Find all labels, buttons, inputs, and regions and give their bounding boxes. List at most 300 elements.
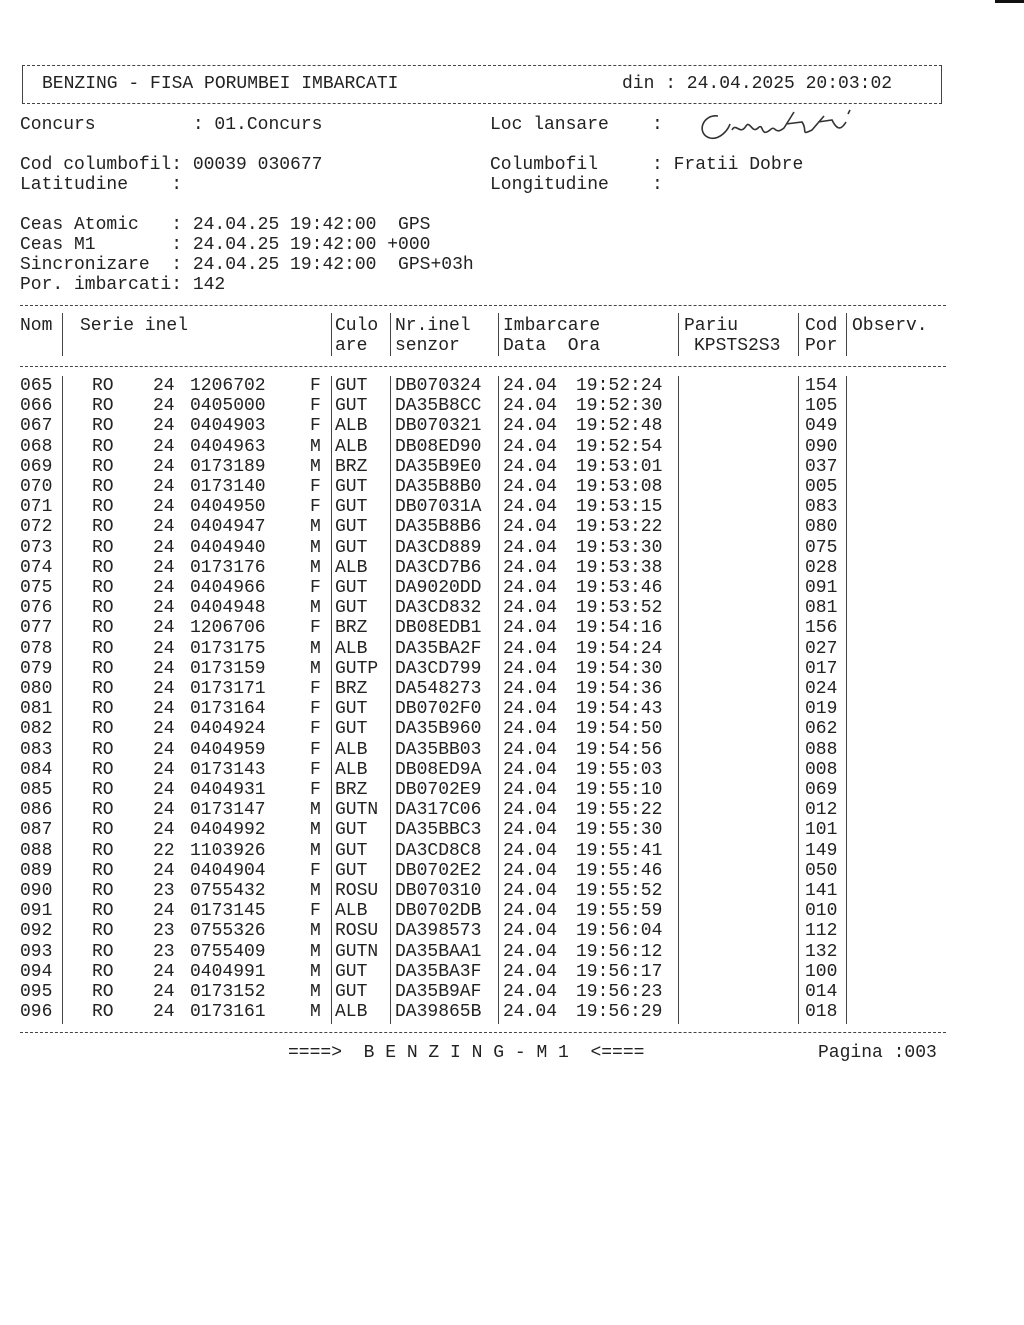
cell-color: GUT [335, 982, 368, 1002]
cell-ring-number: 0404991 [190, 961, 266, 982]
cell-time: 19:56:23 [576, 982, 663, 1002]
cell-color: GUT [335, 860, 368, 881]
cell-color: ALB [335, 901, 368, 922]
cell-sensor: DA39865B [395, 1002, 482, 1023]
cell-sex: F [310, 578, 321, 598]
cell-ring-number: 0173189 [190, 456, 266, 477]
cell-time: 19:54:30 [576, 658, 663, 679]
cell-ring-number: 0173147 [190, 800, 266, 821]
cell-sensor: DB0702F0 [395, 699, 482, 720]
cell-color: ROSU [335, 921, 379, 942]
cell-color: GUT [335, 517, 368, 538]
cell-time: 19:54:56 [576, 739, 663, 760]
cell-sensor: DA35BA2F [395, 638, 482, 659]
col-header-imbarcare-1: Imbarcare [503, 316, 601, 336]
cell-country: RO [92, 638, 114, 659]
cell-sensor: DA9020DD [395, 578, 482, 598]
cell-cod-por: 156 [805, 618, 838, 639]
cell-sensor: DA35BAA1 [395, 941, 482, 962]
cell-nom: 085 [20, 780, 53, 800]
cell-ring-number: 1206702 [190, 376, 266, 396]
cell-country: RO [92, 982, 114, 1002]
cell-sex: M [310, 820, 321, 841]
cell-sensor: DA35B9AF [395, 982, 482, 1002]
cell-nom: 095 [20, 982, 53, 1002]
column-separator-header [498, 313, 499, 356]
cell-cod-por: 080 [805, 517, 838, 538]
cell-year: 23 [153, 941, 175, 962]
cell-sensor: DB08EDB1 [395, 618, 482, 639]
concurs-line: Concurs : 01.Concurs [20, 115, 323, 135]
cell-nom: 090 [20, 881, 53, 901]
cell-cod-por: 005 [805, 477, 838, 497]
cell-color: BRZ [335, 618, 368, 639]
cell-date: 24.04 [503, 557, 558, 578]
cell-country: RO [92, 901, 114, 922]
cell-country: RO [92, 517, 114, 538]
cell-nom: 084 [20, 759, 53, 780]
cell-time: 19:55:10 [576, 780, 663, 800]
cell-sex: F [310, 901, 321, 922]
col-header-culoare-1: Culo [335, 316, 379, 336]
cell-color: BRZ [335, 456, 368, 477]
cell-year: 24 [153, 638, 175, 659]
cell-country: RO [92, 658, 114, 679]
title-box-right [941, 66, 942, 103]
cell-year: 24 [153, 759, 175, 780]
cell-year: 22 [153, 840, 175, 861]
cell-country: RO [92, 1002, 114, 1023]
cell-year: 24 [153, 416, 175, 437]
column-separator-body [498, 376, 499, 1024]
cell-country: RO [92, 699, 114, 720]
cell-date: 24.04 [503, 578, 558, 598]
cell-country: RO [92, 800, 114, 821]
cell-time: 19:53:15 [576, 497, 663, 518]
cell-country: RO [92, 820, 114, 841]
cell-ring-number: 0404959 [190, 739, 266, 760]
cell-cod-por: 037 [805, 456, 838, 477]
cell-ring-number: 0404950 [190, 497, 266, 518]
cell-color: GUT [335, 719, 368, 740]
col-header-nrinel-1: Nr.inel [395, 316, 471, 336]
cell-nom: 080 [20, 679, 53, 699]
col-header-nrinel-2: senzor [395, 336, 460, 356]
cell-country: RO [92, 477, 114, 497]
cell-date: 24.04 [503, 679, 558, 699]
cell-color: BRZ [335, 679, 368, 699]
cell-sex: M [310, 800, 321, 821]
cell-sex: M [310, 840, 321, 861]
cell-sex: F [310, 719, 321, 740]
cell-time: 19:56:17 [576, 961, 663, 982]
cell-sex: M [310, 537, 321, 558]
cell-sensor: DA3CD7B6 [395, 557, 482, 578]
cell-time: 19:54:24 [576, 638, 663, 659]
cell-ring-number: 0173161 [190, 1002, 266, 1023]
cell-cod-por: 088 [805, 739, 838, 760]
column-separator-body [846, 376, 847, 1024]
cell-time: 19:55:52 [576, 881, 663, 901]
cell-sensor: DB08ED9A [395, 759, 482, 780]
cell-date: 24.04 [503, 497, 558, 518]
cell-country: RO [92, 860, 114, 881]
cell-year: 24 [153, 456, 175, 477]
cell-time: 19:53:30 [576, 537, 663, 558]
cell-sensor: DA548273 [395, 679, 482, 699]
cell-year: 24 [153, 578, 175, 598]
cell-cod-por: 081 [805, 598, 838, 619]
cell-time: 19:52:24 [576, 376, 663, 396]
cell-sex: F [310, 739, 321, 760]
cell-ring-number: 0404963 [190, 436, 266, 457]
cell-sex: F [310, 618, 321, 639]
cell-ring-number: 0404904 [190, 860, 266, 881]
cell-year: 24 [153, 820, 175, 841]
cell-nom: 081 [20, 699, 53, 720]
cell-nom: 078 [20, 638, 53, 659]
col-header-culoare-2: are [335, 336, 368, 356]
cell-ring-number: 0755409 [190, 941, 266, 962]
cell-sex: F [310, 416, 321, 437]
cell-year: 23 [153, 921, 175, 942]
column-separator-body [390, 376, 391, 1024]
cell-cod-por: 019 [805, 699, 838, 720]
col-header-cod-1: Cod [805, 316, 838, 336]
cell-ring-number: 0404947 [190, 517, 266, 538]
cell-time: 19:52:30 [576, 396, 663, 417]
col-header-nom: Nom [20, 316, 53, 336]
col-header-serie: Serie inel [80, 316, 189, 336]
cell-ring-number: 0173175 [190, 638, 266, 659]
cell-color: GUT [335, 477, 368, 497]
cell-ring-number: 1103926 [190, 840, 266, 861]
cod-columbofil-line: Cod columbofil: 00039 030677 [20, 155, 323, 175]
cell-cod-por: 027 [805, 638, 838, 659]
cell-cod-por: 075 [805, 537, 838, 558]
cell-ring-number: 0404940 [190, 537, 266, 558]
cell-country: RO [92, 780, 114, 800]
cell-date: 24.04 [503, 517, 558, 538]
por-imbarcati-line: Por. imbarcati: 142 [20, 275, 226, 295]
cell-date: 24.04 [503, 638, 558, 659]
cell-time: 19:54:16 [576, 618, 663, 639]
cell-cod-por: 008 [805, 759, 838, 780]
cell-year: 24 [153, 699, 175, 720]
cell-cod-por: 050 [805, 860, 838, 881]
cell-time: 19:54:50 [576, 719, 663, 740]
cell-nom: 077 [20, 618, 53, 639]
cell-sex: F [310, 780, 321, 800]
cell-ring-number: 0404948 [190, 598, 266, 619]
cell-nom: 083 [20, 739, 53, 760]
cell-nom: 072 [20, 517, 53, 538]
cell-sex: M [310, 436, 321, 457]
cell-color: GUT [335, 497, 368, 518]
col-header-pariu-1: Pariu [684, 316, 739, 336]
cell-color: GUT [335, 578, 368, 598]
cell-year: 24 [153, 598, 175, 619]
cell-sex: M [310, 921, 321, 942]
cell-sex: M [310, 517, 321, 538]
cell-cod-por: 028 [805, 557, 838, 578]
cell-ring-number: 0404931 [190, 780, 266, 800]
loc-lansare-line: Loc lansare : [490, 115, 663, 135]
cell-cod-por: 132 [805, 941, 838, 962]
cell-sex: F [310, 376, 321, 396]
cell-cod-por: 010 [805, 901, 838, 922]
cell-ring-number: 0173143 [190, 759, 266, 780]
cell-time: 19:56:29 [576, 1002, 663, 1023]
column-separator-header [62, 313, 63, 356]
cell-time: 19:56:12 [576, 941, 663, 962]
cell-color: ALB [335, 739, 368, 760]
column-separator-body [798, 376, 799, 1024]
cell-color: GUT [335, 598, 368, 619]
column-separator-header [331, 313, 332, 356]
cell-cod-por: 112 [805, 921, 838, 942]
cell-sex: M [310, 941, 321, 962]
cell-time: 19:54:36 [576, 679, 663, 699]
cell-year: 24 [153, 396, 175, 417]
scan-edge-mark [995, 0, 1024, 3]
cell-year: 24 [153, 901, 175, 922]
cell-country: RO [92, 881, 114, 901]
ceas-atomic-line: Ceas Atomic : 24.04.25 19:42:00 GPS [20, 215, 431, 235]
cell-date: 24.04 [503, 436, 558, 457]
cell-nom: 088 [20, 840, 53, 861]
cell-date: 24.04 [503, 699, 558, 720]
cell-nom: 068 [20, 436, 53, 457]
cell-sensor: DA35B8B6 [395, 517, 482, 538]
cell-nom: 067 [20, 416, 53, 437]
cell-sensor: DB070321 [395, 416, 482, 437]
cell-year: 24 [153, 719, 175, 740]
cell-country: RO [92, 456, 114, 477]
cell-sex: F [310, 396, 321, 417]
cell-sensor: DA35B8CC [395, 396, 482, 417]
table-header-rule [20, 366, 946, 367]
cell-country: RO [92, 739, 114, 760]
cell-ring-number: 0405000 [190, 396, 266, 417]
cell-country: RO [92, 921, 114, 942]
cell-color: GUT [335, 961, 368, 982]
cell-sensor: DB0702E9 [395, 780, 482, 800]
cell-date: 24.04 [503, 820, 558, 841]
cell-sensor: DA35B8B0 [395, 477, 482, 497]
cell-cod-por: 012 [805, 800, 838, 821]
cell-country: RO [92, 436, 114, 457]
cell-year: 24 [153, 436, 175, 457]
document-title: BENZING - FISA PORUMBEI IMBARCATI [42, 74, 399, 94]
cell-ring-number: 0404903 [190, 416, 266, 437]
cell-sensor: DA3CD832 [395, 598, 482, 619]
cell-nom: 076 [20, 598, 53, 619]
cell-date: 24.04 [503, 961, 558, 982]
cell-sensor: DA35B9E0 [395, 456, 482, 477]
col-header-cod-2: Por [805, 336, 838, 356]
cell-year: 24 [153, 679, 175, 699]
cell-time: 19:55:22 [576, 800, 663, 821]
cell-year: 24 [153, 800, 175, 821]
cell-time: 19:53:46 [576, 578, 663, 598]
cell-color: GUT [335, 820, 368, 841]
cell-ring-number: 0173171 [190, 679, 266, 699]
cell-color: ALB [335, 638, 368, 659]
document-date: din : 24.04.2025 20:03:02 [622, 74, 893, 94]
cell-nom: 086 [20, 800, 53, 821]
cell-sex: M [310, 881, 321, 901]
cell-time: 19:55:59 [576, 901, 663, 922]
cell-color: GUTP [335, 658, 379, 679]
cell-sex: M [310, 658, 321, 679]
cell-sex: F [310, 477, 321, 497]
cell-country: RO [92, 961, 114, 982]
cell-nom: 073 [20, 537, 53, 558]
cell-color: GUTN [335, 941, 379, 962]
cell-sex: M [310, 456, 321, 477]
cell-nom: 082 [20, 719, 53, 740]
cell-color: BRZ [335, 780, 368, 800]
page-number: Pagina :003 [818, 1043, 937, 1063]
cell-date: 24.04 [503, 901, 558, 922]
cell-ring-number: 0173152 [190, 982, 266, 1002]
cell-sensor: DA317C06 [395, 800, 482, 821]
cell-year: 24 [153, 557, 175, 578]
cell-cod-por: 149 [805, 840, 838, 861]
cell-time: 19:53:38 [576, 557, 663, 578]
cell-ring-number: 0173159 [190, 658, 266, 679]
title-box-left [22, 66, 23, 103]
cell-date: 24.04 [503, 477, 558, 497]
cell-sensor: DB070310 [395, 881, 482, 901]
cell-nom: 070 [20, 477, 53, 497]
col-header-imbarcare-2: Data Ora [503, 336, 601, 356]
cell-country: RO [92, 719, 114, 740]
cell-color: ROSU [335, 881, 379, 901]
cell-time: 19:54:43 [576, 699, 663, 720]
signature-text: Cristesti [696, 140, 702, 141]
cell-color: GUT [335, 537, 368, 558]
cell-sensor: DA35BBC3 [395, 820, 482, 841]
cell-ring-number: 0404966 [190, 578, 266, 598]
cell-color: ALB [335, 557, 368, 578]
cell-date: 24.04 [503, 1002, 558, 1023]
cell-sensor: DA35BB03 [395, 739, 482, 760]
cell-cod-por: 105 [805, 396, 838, 417]
cell-nom: 093 [20, 941, 53, 962]
cell-sex: M [310, 961, 321, 982]
col-header-observ: Observ. [852, 316, 928, 336]
cell-nom: 096 [20, 1002, 53, 1023]
cell-nom: 092 [20, 921, 53, 942]
cell-year: 24 [153, 860, 175, 881]
cell-time: 19:53:52 [576, 598, 663, 619]
col-header-pariu-2: KPSTS2S3 [694, 336, 781, 356]
cell-sex: F [310, 497, 321, 518]
cell-date: 24.04 [503, 921, 558, 942]
cell-country: RO [92, 497, 114, 518]
table-bottom-rule [20, 1032, 946, 1033]
cell-date: 24.04 [503, 598, 558, 619]
cell-country: RO [92, 557, 114, 578]
cell-country: RO [92, 759, 114, 780]
column-separator-header [798, 313, 799, 356]
cell-cod-por: 018 [805, 1002, 838, 1023]
latitudine-line: Latitudine : [20, 175, 183, 195]
cell-time: 19:53:01 [576, 456, 663, 477]
cell-color: GUT [335, 699, 368, 720]
cell-sensor: DB0702DB [395, 901, 482, 922]
cell-country: RO [92, 416, 114, 437]
cell-cod-por: 141 [805, 881, 838, 901]
cell-nom: 089 [20, 860, 53, 881]
cell-date: 24.04 [503, 719, 558, 740]
cell-time: 19:53:08 [576, 477, 663, 497]
cell-time: 19:55:30 [576, 820, 663, 841]
cell-nom: 079 [20, 658, 53, 679]
cell-time: 19:52:48 [576, 416, 663, 437]
column-separator-body [678, 376, 679, 1024]
cell-country: RO [92, 618, 114, 639]
column-separator-body [62, 376, 63, 1024]
cell-nom: 066 [20, 396, 53, 417]
cell-cod-por: 069 [805, 780, 838, 800]
cell-ring-number: 0404924 [190, 719, 266, 740]
cell-sex: M [310, 598, 321, 619]
cell-year: 24 [153, 961, 175, 982]
cell-date: 24.04 [503, 982, 558, 1002]
cell-country: RO [92, 941, 114, 962]
cell-sensor: DB08ED90 [395, 436, 482, 457]
handwritten-location-signature [690, 100, 860, 150]
cell-date: 24.04 [503, 456, 558, 477]
cell-ring-number: 0173164 [190, 699, 266, 720]
cell-cod-por: 090 [805, 436, 838, 457]
cell-date: 24.04 [503, 780, 558, 800]
cell-cod-por: 154 [805, 376, 838, 396]
cell-color: GUTN [335, 800, 379, 821]
cell-sex: F [310, 860, 321, 881]
cell-sex: M [310, 557, 321, 578]
cell-nom: 087 [20, 820, 53, 841]
cell-color: ALB [335, 416, 368, 437]
cell-nom: 091 [20, 901, 53, 922]
cell-sex: F [310, 759, 321, 780]
cell-sex: M [310, 638, 321, 659]
cell-country: RO [92, 679, 114, 699]
cell-country: RO [92, 537, 114, 558]
cell-cod-por: 083 [805, 497, 838, 518]
cell-date: 24.04 [503, 658, 558, 679]
cell-year: 24 [153, 517, 175, 538]
cell-date: 24.04 [503, 396, 558, 417]
cell-sensor: DB07031A [395, 497, 482, 518]
cell-ring-number: 0173176 [190, 557, 266, 578]
cell-ring-number: 0404992 [190, 820, 266, 841]
longitudine-line: Longitudine : [490, 175, 663, 195]
cell-year: 24 [153, 497, 175, 518]
cell-year: 24 [153, 618, 175, 639]
cell-sensor: DB070324 [395, 376, 482, 396]
cell-date: 24.04 [503, 881, 558, 901]
cell-date: 24.04 [503, 800, 558, 821]
cell-cod-por: 049 [805, 416, 838, 437]
cell-sensor: DA3CD889 [395, 537, 482, 558]
cell-time: 19:56:04 [576, 921, 663, 942]
cell-sex: M [310, 982, 321, 1002]
cell-nom: 071 [20, 497, 53, 518]
